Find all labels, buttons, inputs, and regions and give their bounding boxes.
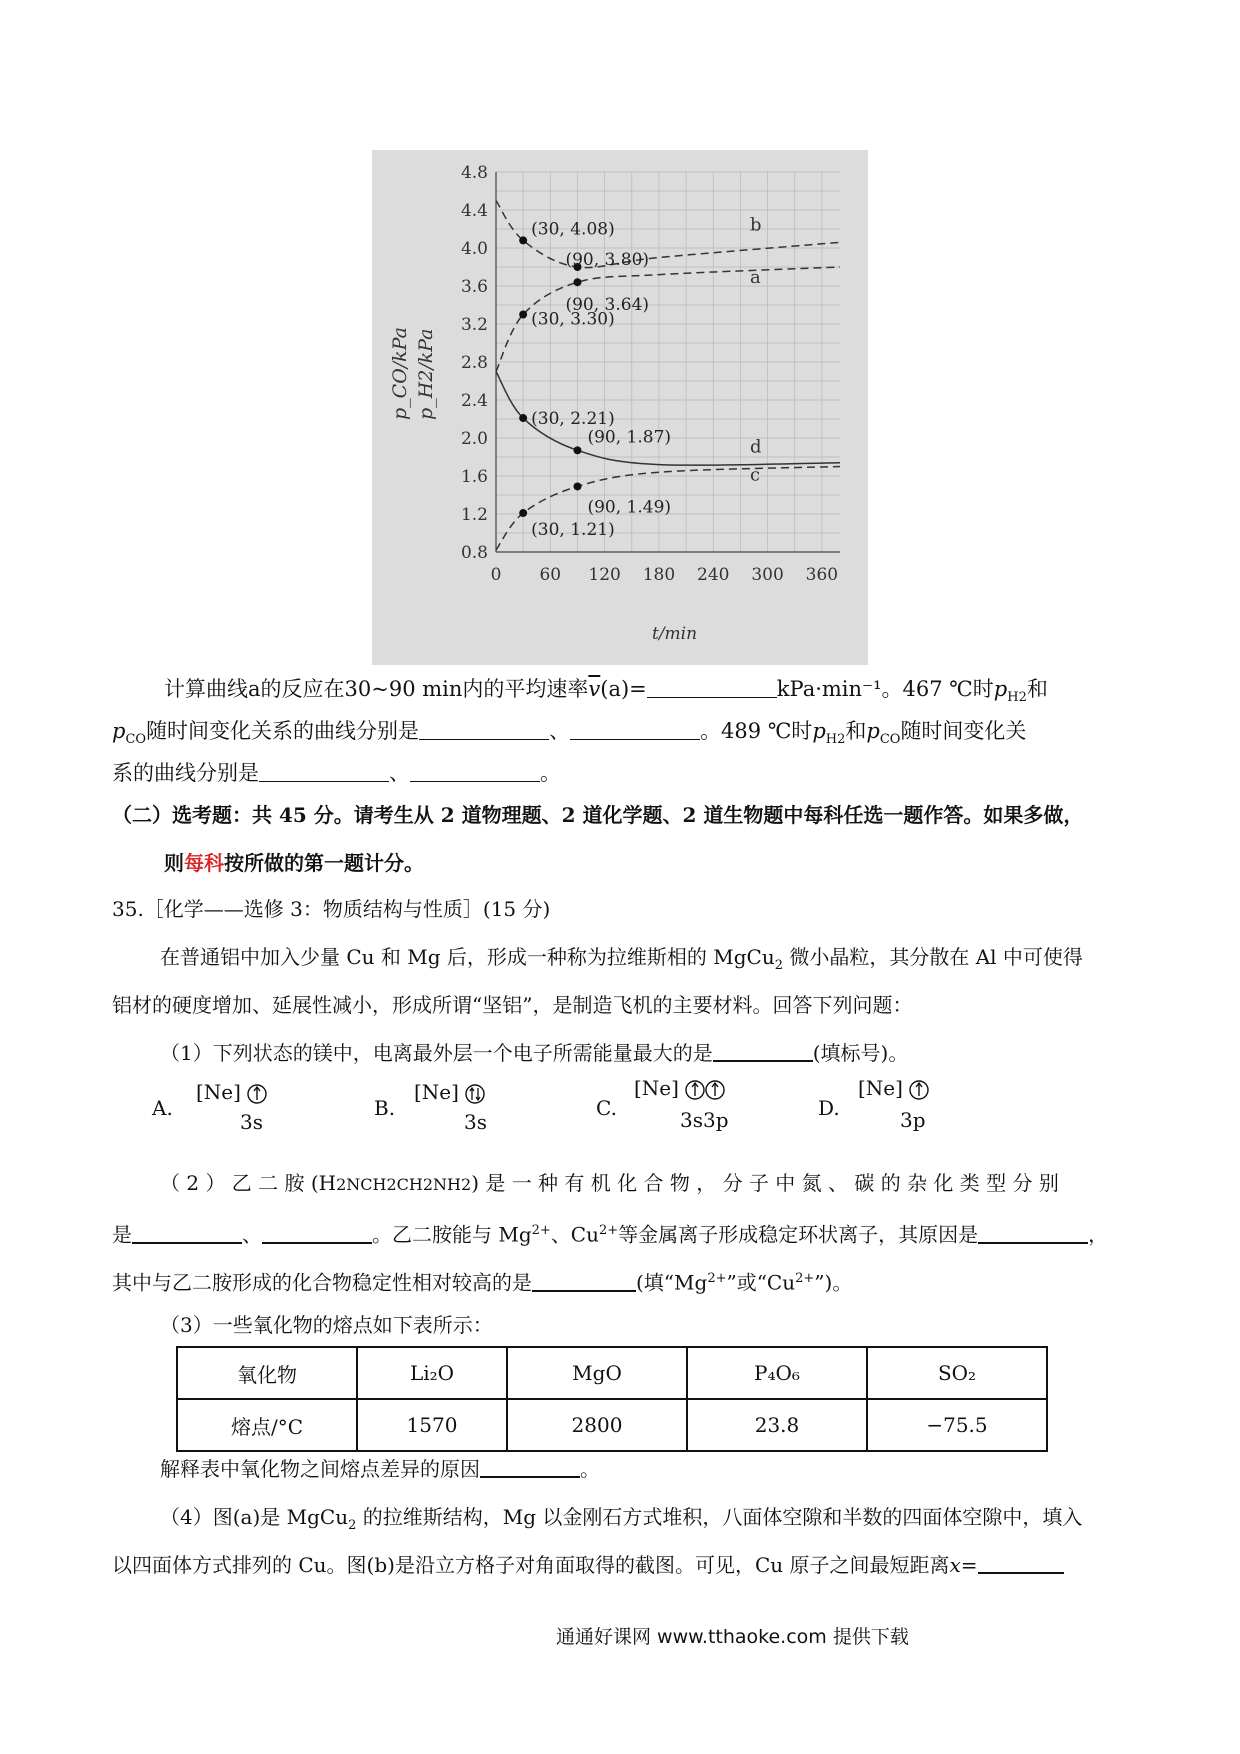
y-tick-label: 1.2 bbox=[460, 505, 488, 525]
option-b-config bbox=[414, 1080, 487, 1134]
point-annotation: (30, 4.08) bbox=[531, 219, 615, 240]
data-point bbox=[519, 236, 527, 244]
question-text: 随时间变化关系的曲线分别是 bbox=[146, 719, 420, 743]
paired-arrows-icon bbox=[465, 1083, 485, 1105]
co-subscript: CO bbox=[879, 732, 901, 748]
p-symbol: p bbox=[812, 719, 826, 743]
y-tick-label: 2.0 bbox=[460, 429, 488, 449]
point-annotation: (30, 1.21) bbox=[531, 520, 615, 541]
p-symbol: p bbox=[866, 719, 880, 743]
table-cell: 23.8 bbox=[687, 1399, 867, 1451]
data-point bbox=[573, 278, 581, 286]
option-c[interactable] bbox=[596, 1096, 617, 1120]
x-symbol: x= bbox=[949, 1553, 978, 1577]
q35-part2-line1 bbox=[160, 1168, 1059, 1200]
question-text: 解释表中氧化物之间熔点差异的原因 bbox=[160, 1457, 480, 1481]
table-cell: 2800 bbox=[507, 1399, 687, 1451]
orbital-label: 3p bbox=[900, 1108, 926, 1132]
data-point bbox=[519, 311, 527, 319]
intro-text: 在普通铝中加入少量 Cu 和 Mg 后，形成一种称为拉维斯相的 MgCu bbox=[160, 945, 775, 969]
question-text: 随时间变化关 bbox=[900, 719, 1027, 743]
oxide-melting-table bbox=[176, 1346, 1048, 1452]
line-chart bbox=[372, 150, 868, 665]
table-cell: MgO bbox=[507, 1347, 687, 1399]
table-cell: SO₂ bbox=[867, 1347, 1047, 1399]
point-annotation: (90, 3.80) bbox=[565, 250, 650, 270]
option-letter: C. bbox=[596, 1096, 617, 1120]
option-letter: D. bbox=[818, 1096, 840, 1120]
question-text: 是 bbox=[112, 1222, 132, 1247]
point-annotation: (90, 1.49) bbox=[587, 497, 672, 518]
question-text: 。乙二胺能与 Mg bbox=[372, 1222, 532, 1247]
question-text: ) 是 一 种 有 机 化 合 物 ， 分 子 中 氮 、 碳 的 杂 化 类 型 分 别 bbox=[471, 1171, 1059, 1195]
answer-blank-melting[interactable] bbox=[480, 1456, 580, 1478]
y-tick-label: 4.8 bbox=[460, 163, 488, 183]
subscript: 2 bbox=[348, 1518, 357, 1533]
x-tick-label: 360 bbox=[805, 565, 839, 585]
y-axis-label-inner: p_H2/kPa bbox=[415, 328, 437, 420]
orbital-label: 3s bbox=[464, 1110, 487, 1134]
rate-question-line2 bbox=[112, 716, 1026, 755]
x-tick-label: 300 bbox=[751, 565, 784, 585]
point-annotation: (30, 3.30) bbox=[531, 309, 615, 330]
q35-intro-line2: 铝材的硬度增加、延展性减小，形成所谓“坚铝”，是制造飞机的主要材料。回答下列问题： bbox=[112, 993, 913, 1017]
table-cell: P₄O₆ bbox=[687, 1347, 867, 1399]
rate-question-line3 bbox=[112, 758, 561, 788]
option-letter: A. bbox=[152, 1096, 173, 1120]
answer-blank-489-co[interactable] bbox=[410, 761, 540, 782]
period: 。 bbox=[580, 1457, 600, 1481]
table-cell: −75.5 bbox=[867, 1399, 1047, 1451]
up-arrow-icon bbox=[247, 1083, 267, 1105]
orbital-label: 3s3p bbox=[680, 1108, 729, 1132]
table-cell: 熔点/°C bbox=[177, 1399, 357, 1451]
q35-part1 bbox=[160, 1038, 908, 1068]
answer-blank-reason[interactable] bbox=[978, 1222, 1088, 1244]
y-axis-label-outer: p_CO/kPa bbox=[389, 327, 411, 420]
ne-core: [Ne] bbox=[858, 1076, 903, 1100]
table-cell: 氧化物 bbox=[177, 1347, 357, 1399]
point-annotation: (90, 1.87) bbox=[587, 427, 672, 448]
y-tick-label: 3.6 bbox=[460, 277, 488, 297]
answer-blank-q1[interactable] bbox=[713, 1040, 813, 1062]
x-tick-label: 180 bbox=[642, 565, 676, 585]
x-axis-label: t/min bbox=[652, 624, 698, 644]
y-tick-label: 2.8 bbox=[460, 353, 488, 373]
option-c-config bbox=[634, 1076, 729, 1132]
table-cell: Li₂O bbox=[357, 1347, 507, 1399]
x-tick-label: 120 bbox=[588, 565, 621, 585]
option-d[interactable] bbox=[818, 1096, 840, 1120]
series-b-label: b bbox=[750, 214, 762, 236]
conj-text: 和 bbox=[845, 719, 867, 743]
y-tick-label: 4.0 bbox=[460, 239, 488, 259]
p-symbol: p bbox=[993, 677, 1008, 701]
ne-core: [Ne] bbox=[634, 1076, 679, 1100]
answer-blank-stability[interactable] bbox=[532, 1270, 636, 1292]
question-text: （1）下列状态的镁中，电离最外层一个电子所需能量最大的是 bbox=[160, 1041, 713, 1065]
question-text: 、Cu bbox=[550, 1222, 599, 1247]
question-text: 其中与乙二胺形成的化合物稳定性相对较高的是 bbox=[112, 1270, 532, 1295]
question-text: ”或“Cu bbox=[726, 1270, 796, 1295]
option-letter: B. bbox=[374, 1096, 396, 1120]
separator: 、 bbox=[389, 761, 410, 785]
question-text: ”)。 bbox=[814, 1270, 853, 1295]
h2-subscript: H2 bbox=[1007, 690, 1027, 706]
y-tick-label: 4.4 bbox=[460, 201, 488, 221]
option-a-config bbox=[196, 1080, 267, 1134]
answer-blank-c-hybrid[interactable] bbox=[262, 1222, 372, 1244]
rule-text: 则 bbox=[164, 851, 184, 875]
separator: 、 bbox=[242, 1222, 262, 1247]
question-text: 系的曲线分别是 bbox=[112, 761, 259, 785]
series-d-label: d bbox=[750, 436, 762, 458]
q35-part4-line2 bbox=[112, 1550, 1064, 1580]
charge-superscript: 2+ bbox=[707, 1271, 727, 1286]
period: 。 bbox=[540, 761, 561, 785]
option-a[interactable] bbox=[152, 1096, 173, 1120]
up-arrow-icon bbox=[909, 1079, 929, 1101]
question-text: (填标号)。 bbox=[812, 1041, 909, 1065]
answer-blank-n-hybrid[interactable] bbox=[132, 1222, 242, 1244]
rate-eq: (a)= bbox=[600, 677, 647, 701]
rate-question-line1 bbox=[164, 674, 1048, 713]
formula: 2NCH2CH2NH2 bbox=[336, 1175, 472, 1194]
intro-text: 微小晶粒，其分散在 Al 中可使得 bbox=[783, 945, 1083, 969]
y-tick-label: 3.2 bbox=[460, 315, 488, 335]
orbital-label: 3s bbox=[240, 1110, 263, 1134]
point-annotation: (30, 2.21) bbox=[531, 409, 615, 430]
y-tick-label: 0.8 bbox=[460, 543, 488, 563]
rule-highlight: 每科 bbox=[184, 851, 224, 875]
q35-part4-line1 bbox=[160, 1502, 1082, 1541]
question-text: 的拉维斯结构，Mg 以金刚石方式堆积，八面体空隙和半数的四面体空隙中，填入 bbox=[356, 1505, 1083, 1529]
question-text: 。489 ℃时 bbox=[700, 719, 813, 743]
question-text: （ 2 ） 乙 二 胺 (H bbox=[160, 1171, 337, 1195]
rate-symbol: $\overline{v}$ bbox=[588, 677, 601, 701]
answer-blank-489-h2[interactable] bbox=[259, 761, 389, 782]
chart-photo bbox=[372, 150, 868, 665]
y-tick-label: 2.4 bbox=[460, 391, 488, 411]
option-d-config bbox=[858, 1076, 929, 1132]
x-tick-label: 0 bbox=[490, 565, 502, 585]
question-text: 等金属离子形成稳定环状离子，其原因是 bbox=[618, 1222, 979, 1247]
question-text: （4）图(a)是 MgCu bbox=[160, 1505, 349, 1529]
charge-superscript: 2+ bbox=[599, 1223, 619, 1238]
up-arrow-icon bbox=[685, 1079, 705, 1101]
ne-core: [Ne] bbox=[196, 1080, 241, 1104]
q35-part2-line3 bbox=[112, 1264, 852, 1298]
q35-part3: （3）一些氧化物的熔点如下表所示： bbox=[160, 1313, 493, 1337]
q35-part2-line2 bbox=[112, 1216, 1108, 1250]
section-two-rule bbox=[164, 848, 424, 878]
rule-text: 按所做的第一题计分。 bbox=[224, 851, 424, 875]
ne-core: [Ne] bbox=[414, 1080, 459, 1104]
footer-credit: 通通好课网 www.tthaoke.com 提供下载 bbox=[556, 1626, 909, 1648]
charge-superscript: 2+ bbox=[531, 1223, 551, 1238]
option-b[interactable] bbox=[374, 1096, 395, 1120]
subscript: 2 bbox=[774, 958, 783, 973]
question-text: (填“Mg bbox=[636, 1270, 708, 1295]
separator: 、 bbox=[549, 719, 571, 743]
co-subscript: CO bbox=[125, 732, 147, 748]
rate-unit: kPa·min⁻¹。467 ℃时 bbox=[776, 677, 994, 701]
x-tick-label: 60 bbox=[539, 565, 562, 585]
table-row bbox=[177, 1399, 1047, 1451]
answer-blank-467-h2[interactable] bbox=[419, 719, 549, 740]
answer-blank-rate[interactable] bbox=[647, 677, 777, 698]
data-point bbox=[573, 446, 581, 454]
punct: ， bbox=[1088, 1222, 1109, 1247]
rate-question-text: 计算曲线a的反应在30~90 min内的平均速率 bbox=[164, 677, 589, 701]
charge-superscript: 2+ bbox=[795, 1271, 815, 1286]
x-tick-label: 240 bbox=[697, 565, 730, 585]
q35-intro-line1 bbox=[160, 942, 1083, 981]
data-point bbox=[573, 482, 581, 490]
table-cell: 1570 bbox=[357, 1399, 507, 1451]
series-a-label: a bbox=[750, 267, 761, 288]
question-text: 以四面体方式排列的 Cu。图(b)是沿立方格子对角面取得的截图。可见，Cu 原子之间最短距离 bbox=[112, 1553, 950, 1577]
up-arrow-icon bbox=[705, 1079, 725, 1101]
p-symbol: p bbox=[112, 719, 126, 743]
answer-blank-467-co[interactable] bbox=[570, 719, 700, 740]
table-header-row bbox=[177, 1347, 1047, 1399]
section-two-heading: （二）选考题：共 45 分。请考生从 2 道物理题、2 道化学题、2 道生物题中每科任选一题作答。如果多做， bbox=[112, 803, 1084, 827]
y-tick-label: 1.6 bbox=[460, 467, 488, 487]
conj-text: 和 bbox=[1026, 677, 1048, 701]
data-point bbox=[519, 509, 527, 517]
series-c-label: c bbox=[750, 464, 761, 486]
answer-blank-cu-distance[interactable] bbox=[978, 1552, 1064, 1574]
data-point bbox=[519, 414, 527, 422]
q35-part3-explain bbox=[160, 1454, 600, 1484]
q35-title: 35.［化学——选修 3：物质结构与性质］(15 分) bbox=[112, 897, 551, 921]
h2-subscript: H2 bbox=[825, 732, 846, 748]
point-annotation: (90, 3.64) bbox=[565, 295, 650, 316]
